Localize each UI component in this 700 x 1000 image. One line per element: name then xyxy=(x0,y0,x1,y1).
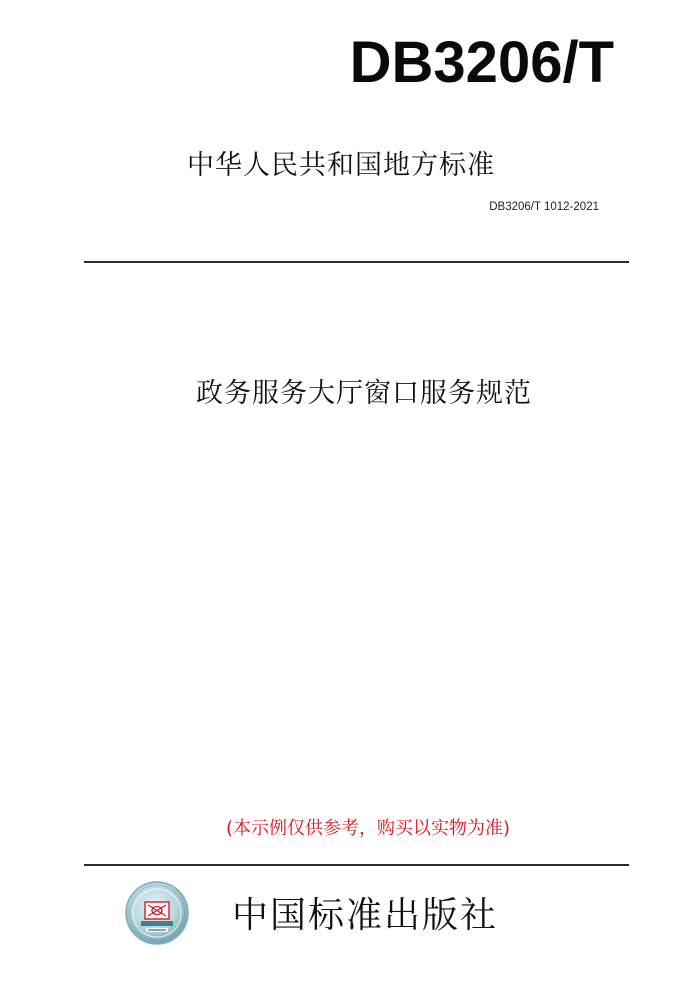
document-title: 政务服务大厅窗口服务规范 xyxy=(196,378,532,409)
publisher-seal-icon xyxy=(124,880,190,946)
standard-type: 中华人民共和国地方标准 xyxy=(187,150,495,181)
top-divider xyxy=(84,261,629,263)
standard-number: DB3206/T 1012-2021 xyxy=(489,201,599,213)
sample-disclaimer: (本示例仅供参考，购买以实物为准) xyxy=(225,818,511,839)
bottom-divider xyxy=(84,864,629,866)
standard-code: DB3206/T xyxy=(349,30,614,95)
publisher-name: 中国标准出版社 xyxy=(232,895,499,936)
